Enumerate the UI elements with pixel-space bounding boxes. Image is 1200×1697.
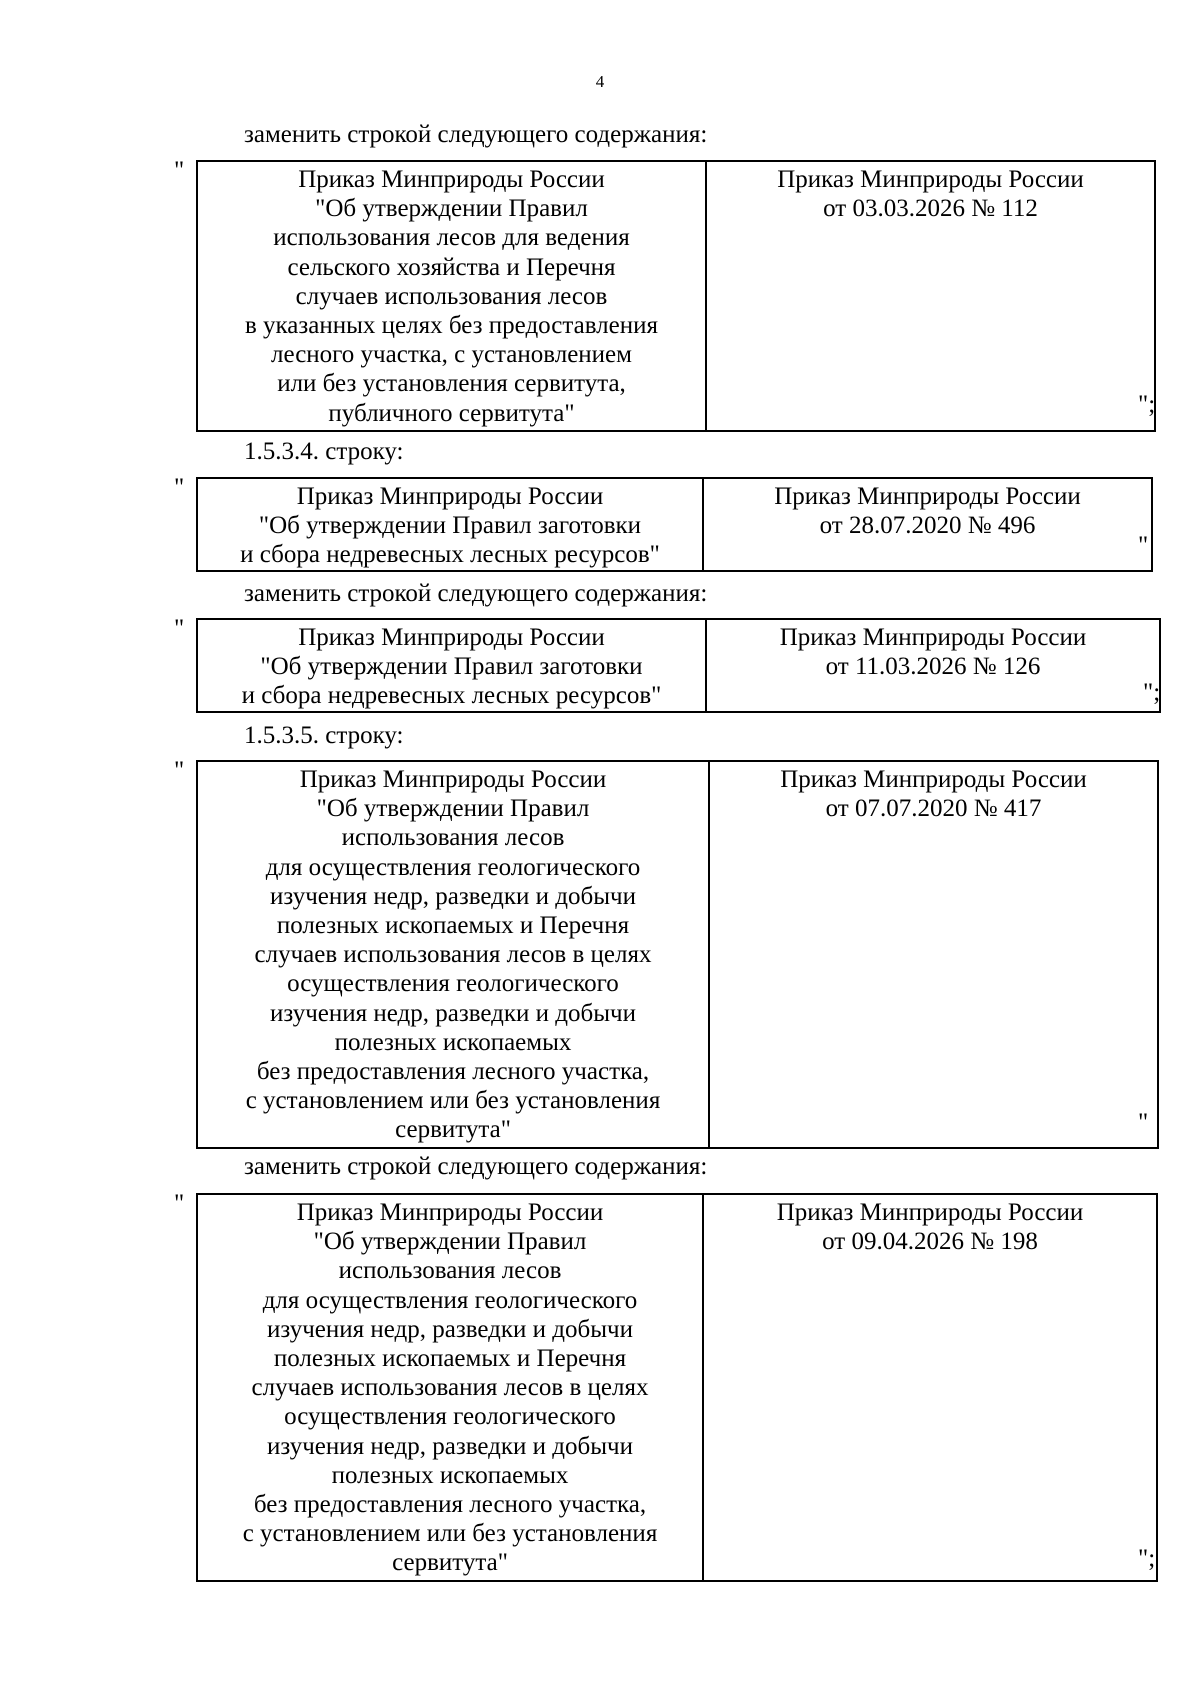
amendment-table (196, 160, 1156, 432)
open-quote: " (174, 1190, 185, 1217)
instruction-text: 1.5.3.4. строку: (244, 438, 404, 465)
amendment-table (196, 477, 1153, 572)
cell-line: использования лесов (338, 1257, 562, 1285)
cell-line: Приказ Минприроды России (298, 624, 605, 651)
cell-line: случаев использования лесов в целях (251, 1374, 649, 1402)
cell-line: случаев использования лесов в целях (254, 941, 652, 969)
close-quote: " (1138, 1109, 1149, 1136)
cell-line: изучения недр, разведки и добычи (267, 1432, 633, 1460)
cell-line: полезных ископаемых (334, 1028, 572, 1056)
cell-line: Приказ Минприроды России (296, 483, 604, 510)
order-title-cell (197, 478, 703, 571)
cell-line: "Об утверждении Правил заготовки (260, 653, 643, 681)
cell-line: для осуществления геологического (262, 1286, 638, 1314)
cell-line: "Об утверждении Правил (315, 195, 588, 223)
cell-line: Приказ Минприроды России (776, 1199, 1084, 1226)
cell-line: изучения недр, разведки и добычи (267, 1315, 633, 1343)
cell-line: без предоставления лесного участка, (256, 1058, 650, 1086)
cell-line: случаев использования лесов (295, 282, 608, 310)
close-quote: "; (1138, 1545, 1156, 1572)
close-quote: "; (1143, 679, 1161, 706)
cell-line: осуществления геологического (284, 1403, 616, 1431)
open-quote: " (174, 615, 185, 642)
cell-line: или без установления сервитута, (277, 370, 626, 398)
table-row (197, 761, 1158, 1148)
amendment-table (196, 618, 1161, 713)
cell-line: публичного сервитута" (328, 399, 575, 427)
close-quote: "; (1138, 391, 1156, 418)
cell-line: и сбора недревесных лесных ресурсов" (240, 541, 660, 569)
amendment-table (196, 760, 1159, 1149)
instruction-text: заменить строкой следующего содержания: (244, 1153, 708, 1180)
order-title-cell (197, 761, 709, 1148)
instruction-text: заменить строкой следующего содержания: (244, 580, 708, 607)
cell-line: для осуществления геологического (265, 853, 641, 881)
cell-line: от 07.07.2020 № 417 (825, 795, 1042, 823)
cell-line: лесного участка, с установлением (271, 341, 632, 369)
cell-line: осуществления геологического (287, 970, 619, 998)
cell-line: Приказ Минприроды России (299, 766, 607, 793)
order-reference-cell (706, 161, 1155, 431)
table-row (197, 478, 1152, 571)
open-quote: " (174, 157, 185, 184)
cell-line: использования лесов (341, 824, 565, 852)
order-reference-cell (706, 619, 1160, 712)
open-quote: " (174, 757, 185, 784)
cell-line: без предоставления лесного участка, (253, 1491, 647, 1519)
instruction-text: 1.5.3.5. строку: (244, 722, 404, 749)
order-title-cell (197, 1194, 703, 1581)
order-reference-cell (703, 478, 1152, 571)
cell-line: Приказ Минприроды России (774, 483, 1081, 510)
cell-line: с установлением или без установления (242, 1520, 658, 1548)
cell-line: полезных ископаемых и Перечня (273, 1345, 627, 1373)
cell-line: Приказ Минприроды России (298, 166, 605, 193)
cell-line: в указанных целях без предоставления (244, 312, 659, 340)
cell-line: полезных ископаемых и Перечня (276, 912, 630, 940)
cell-line: Приказ Минприроды России (296, 1199, 604, 1226)
cell-line: с установлением или без установления (245, 1087, 661, 1115)
cell-line: "Об утверждении Правил (313, 1228, 587, 1256)
instruction-text: заменить строкой следующего содержания: (244, 121, 708, 148)
cell-line: изучения недр, разведки и добычи (270, 882, 636, 910)
table-row (197, 161, 1155, 431)
cell-line: сельского хозяйства и Перечня (287, 253, 616, 281)
cell-line: "Об утверждении Правил заготовки (258, 512, 642, 540)
page-number: 4 (595, 72, 605, 91)
cell-line: и сбора недревесных лесных ресурсов" (241, 682, 662, 710)
cell-line: Приказ Минприроды России (777, 166, 1084, 193)
cell-line: сервитута" (392, 1549, 508, 1577)
cell-line: изучения недр, разведки и добычи (270, 999, 636, 1027)
cell-line: от 03.03.2026 № 112 (823, 195, 1038, 223)
order-reference-cell (703, 1194, 1157, 1581)
cell-line: от 09.04.2026 № 198 (822, 1228, 1038, 1256)
cell-line: использования лесов для ведения (273, 224, 630, 252)
cell-line: Приказ Минприроды России (780, 766, 1087, 793)
cell-line: "Об утверждении Правил (316, 795, 590, 823)
close-quote: " (1138, 532, 1149, 559)
cell-line: полезных ископаемых (331, 1461, 569, 1489)
open-quote: " (174, 474, 185, 501)
order-title-cell (197, 161, 706, 431)
cell-line: от 28.07.2020 № 496 (819, 512, 1036, 540)
order-title-cell (197, 619, 706, 712)
order-reference-cell (709, 761, 1158, 1148)
table-row (197, 1194, 1157, 1581)
table-row (197, 619, 1160, 712)
amendment-table (196, 1193, 1158, 1582)
cell-line: от 11.03.2026 № 126 (825, 653, 1041, 681)
cell-line: сервитута" (395, 1116, 511, 1144)
cell-line: Приказ Минприроды России (779, 624, 1087, 651)
